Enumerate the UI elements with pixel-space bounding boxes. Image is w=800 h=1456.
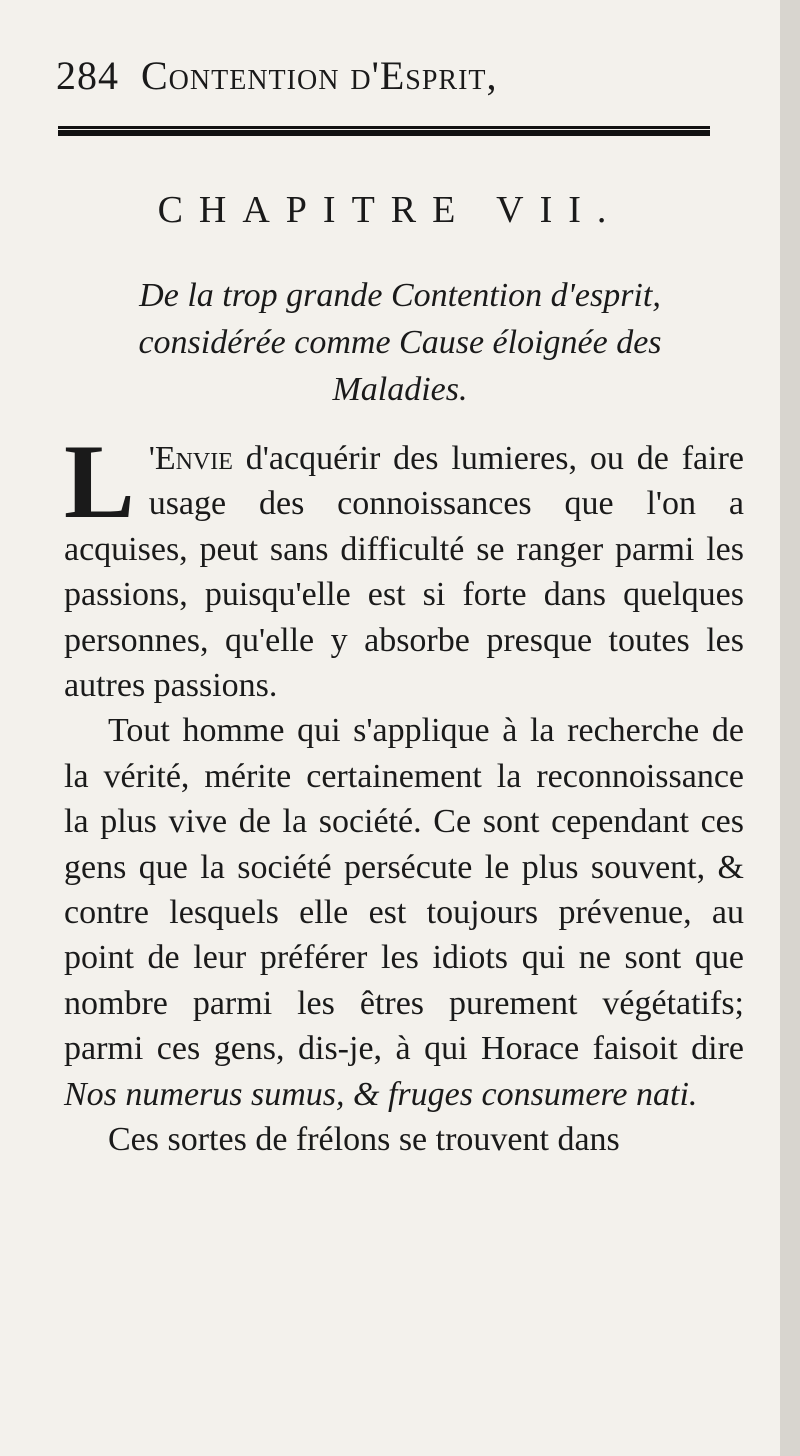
running-header — [56, 52, 710, 99]
paragraph-text: Ces sortes de frélons se trouvent dans — [108, 1121, 620, 1159]
drop-cap: L — [64, 423, 135, 540]
subtitle-line: De la trop grande Contention d'esprit, — [139, 277, 661, 314]
paragraph-text: d'acquérir des lumieres, ou de faire usage des connoissances que l'on a acquises, peut sans difficulté se ranger parmi les passions, puisqu'elle est si forte dans quelques personnes, qu'elle y absorbe presque toutes les autres passions. — [64, 440, 744, 705]
subtitle-line: considérée comme Cause éloignée des — [138, 324, 662, 361]
body-text — [64, 423, 744, 1163]
paragraph-text: Tout homme qui s'applique à la recherche de la vérité, mérite certainement la reconnoissance la plus vive de la société. Ce sont cependant ces gens que la société persécute le plus souvent, & contre lesquels elle est toujours prévenue, au point de leur préférer les idiots qui ne sont que nombre parmi les êtres purement végétatifs; parmi ces gens, dis-je, à qui Horace faisoit dire — [64, 712, 744, 1068]
running-title: Contention d'Esprit, — [141, 53, 498, 98]
page-number: 284 — [56, 53, 119, 98]
chapter-subtitle — [60, 272, 740, 413]
paragraph — [64, 1117, 744, 1162]
paragraph — [64, 423, 744, 708]
latin-quote: Nos numerus sumus, & fruges consumere nati. — [64, 1075, 698, 1113]
page-edge — [780, 0, 800, 1456]
paragraph — [64, 708, 744, 1117]
subtitle-line: Maladies. — [332, 371, 468, 408]
header-rule — [58, 126, 710, 136]
lead-word: 'Envie — [148, 440, 233, 477]
chapter-heading: CHAPITRE VII. — [157, 189, 623, 231]
